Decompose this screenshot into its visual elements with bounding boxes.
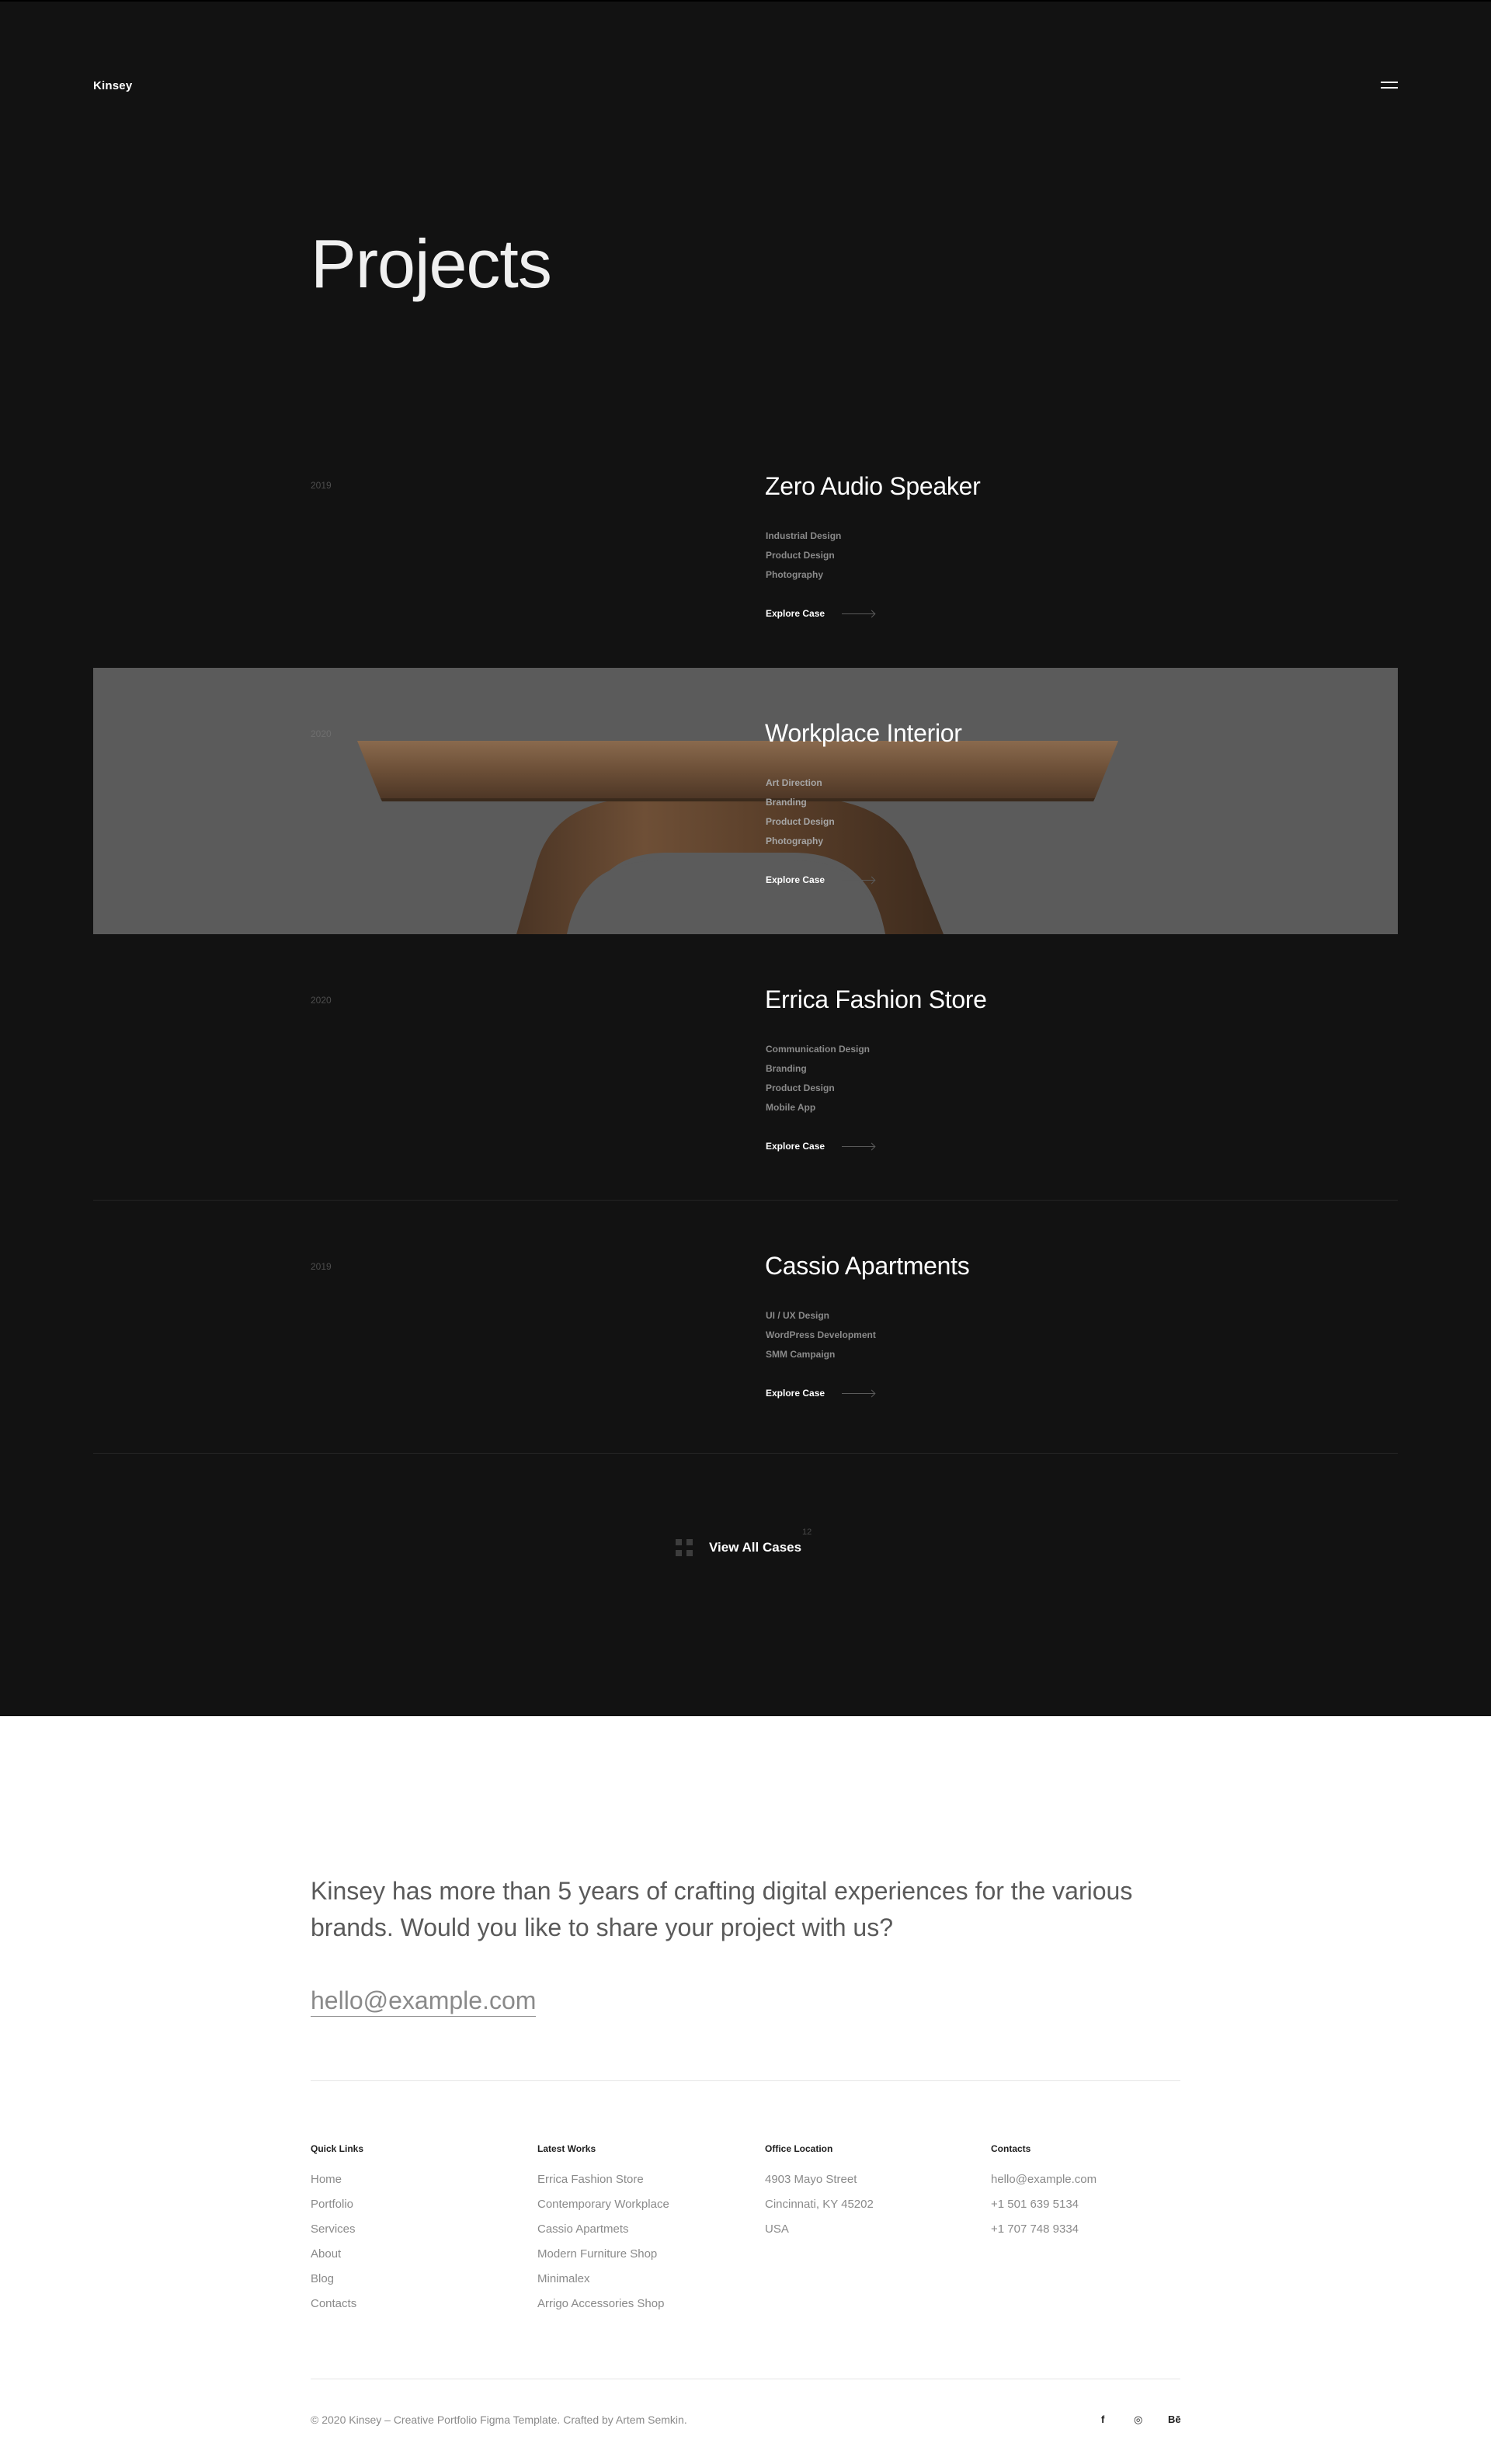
view-all-cases-button[interactable] xyxy=(676,1527,812,1556)
project-item[interactable] xyxy=(93,934,1398,1201)
project-year: 2020 xyxy=(311,728,332,739)
arrow-right-icon xyxy=(842,880,874,881)
explore-case-link[interactable] xyxy=(766,874,874,885)
project-tag: Branding xyxy=(766,797,807,808)
hamburger-icon[interactable] xyxy=(1381,80,1398,91)
divider xyxy=(311,2080,1180,2081)
project-tags xyxy=(766,527,841,585)
page-title: Projects xyxy=(311,225,551,302)
footer-phone-link[interactable]: +1 707 748 9334 xyxy=(991,2222,1079,2236)
footer-work-link[interactable]: Errica Fashion Store xyxy=(537,2173,644,2186)
footer-phone-link[interactable]: +1 501 639 5134 xyxy=(991,2198,1079,2211)
project-item-hovered[interactable] xyxy=(93,668,1398,934)
contact-email-link[interactable]: hello@example.com xyxy=(311,1986,536,2017)
explore-case-label: Explore Case xyxy=(766,874,825,885)
project-preview-image xyxy=(357,736,1118,934)
address-line: Cincinnati, KY 45202 xyxy=(765,2198,874,2211)
project-tag: Mobile App xyxy=(766,1102,816,1113)
footer-link-blog[interactable]: Blog xyxy=(311,2272,335,2285)
footer-heading: Latest Works xyxy=(537,2143,596,2154)
footer-email-link[interactable]: hello@example.com xyxy=(991,2173,1097,2186)
address-line: USA xyxy=(765,2222,789,2236)
project-tags xyxy=(766,1040,870,1117)
footer-work-link[interactable]: Arrigo Accessories Shop xyxy=(537,2297,665,2310)
project-tag: Branding xyxy=(766,1063,807,1074)
project-tag: Photography xyxy=(766,836,823,846)
project-title[interactable]: Zero Audio Speaker xyxy=(765,472,981,500)
view-all-label: View All Cases xyxy=(709,1540,802,1555)
cases-count-badge: 12 xyxy=(802,1527,812,1537)
project-tag: UI / UX Design xyxy=(766,1310,830,1321)
explore-case-link[interactable] xyxy=(766,1141,874,1152)
footer-link-contacts[interactable]: Contacts xyxy=(311,2297,357,2310)
arrow-right-icon xyxy=(842,1393,874,1394)
project-tag: Communication Design xyxy=(766,1044,871,1055)
project-title[interactable]: Errica Fashion Store xyxy=(765,985,987,1013)
footer-quick-links xyxy=(311,2143,363,2316)
footer-link-home[interactable]: Home xyxy=(311,2173,342,2186)
project-tag: WordPress Development xyxy=(766,1329,876,1340)
footer-work-link[interactable]: Minimalex xyxy=(537,2272,590,2285)
project-title[interactable]: Cassio Apartments xyxy=(765,1252,970,1280)
footer-heading: Quick Links xyxy=(311,2143,364,2154)
footer-heading: Office Location xyxy=(765,2143,833,2154)
project-tags xyxy=(766,773,835,851)
footer-work-link[interactable]: Cassio Apartmets xyxy=(537,2222,629,2236)
instagram-icon[interactable]: ◎ xyxy=(1134,2414,1143,2425)
project-year: 2020 xyxy=(311,995,332,1006)
explore-case-label: Explore Case xyxy=(766,1141,825,1152)
footer-latest-works xyxy=(537,2143,669,2316)
footer-work-link[interactable]: Contemporary Workplace xyxy=(537,2198,669,2211)
explore-case-link[interactable] xyxy=(766,608,874,619)
project-tag: Product Design xyxy=(766,1083,835,1093)
footer-office-location xyxy=(765,2143,874,2242)
project-tag: SMM Campaign xyxy=(766,1349,836,1360)
project-tag: Art Direction xyxy=(766,777,822,788)
copyright-text: © 2020 Kinsey – Creative Portfolio Figma Template. Crafted by Artem Semkin. xyxy=(311,2414,687,2426)
footer-link-portfolio[interactable]: Portfolio xyxy=(311,2198,354,2211)
site-logo[interactable]: Kinsey xyxy=(93,79,133,92)
footer-link-about[interactable]: About xyxy=(311,2247,342,2261)
project-item[interactable] xyxy=(93,1201,1398,1454)
explore-case-link[interactable] xyxy=(766,1388,874,1399)
address-line: 4903 Mayo Street xyxy=(765,2173,857,2186)
project-tag: Photography xyxy=(766,569,823,580)
contact-intro: Kinsey has more than 5 years of crafting digital experiences for the various brands. Would you like to share your project with us? xyxy=(311,1877,1133,1941)
grid-icon xyxy=(676,1539,693,1556)
footer-contacts xyxy=(991,2143,1097,2242)
footer-link-services[interactable]: Services xyxy=(311,2222,356,2236)
explore-case-label: Explore Case xyxy=(766,1388,825,1399)
project-title[interactable]: Workplace Interior xyxy=(765,719,962,747)
project-year: 2019 xyxy=(311,480,332,491)
explore-case-label: Explore Case xyxy=(766,608,825,619)
facebook-icon[interactable]: f xyxy=(1101,2414,1105,2425)
footer-heading: Contacts xyxy=(991,2143,1031,2154)
project-tag: Industrial Design xyxy=(766,530,842,541)
project-year: 2019 xyxy=(311,1261,332,1272)
project-tag: Product Design xyxy=(766,550,835,561)
arrow-right-icon xyxy=(842,1146,874,1147)
behance-icon[interactable]: Bē xyxy=(1168,2414,1181,2425)
arrow-right-icon xyxy=(842,613,874,614)
project-tags xyxy=(766,1306,876,1364)
project-tag: Product Design xyxy=(766,816,835,827)
footer-work-link[interactable]: Modern Furniture Shop xyxy=(537,2247,658,2261)
